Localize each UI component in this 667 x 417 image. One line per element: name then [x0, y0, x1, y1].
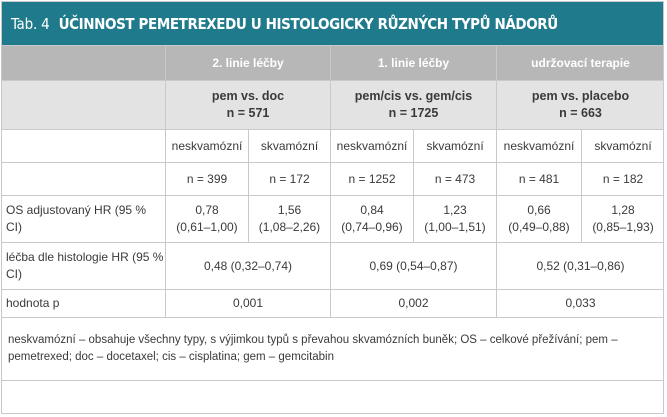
ci-value: (1,08–2,26): [258, 220, 321, 234]
ci-value: (0,85–1,93): [592, 220, 654, 234]
histology-hr-cell: 0,48 (0,32–0,74): [166, 243, 331, 290]
table-frame: [1, 1, 664, 414]
table-footnote: neskvamózní – obsahuje všechny typy, s výjimkou typů s převahou skvamózních buněk; OS – celkové přežívání; pem – pemetrexed; doc – docetaxel; cis – cisplatina; gem – gemcitabin: [2, 318, 665, 381]
comparison-name: pem vs. placebo: [531, 89, 630, 103]
sample-size-empty-cell: [2, 163, 166, 196]
header-empty-cell: [2, 46, 166, 81]
comparison-n: n = 571: [226, 106, 270, 120]
efficacy-table: [1, 45, 664, 381]
hr-value: 0,84: [360, 203, 384, 217]
sample-size-cell: n = 473: [414, 163, 497, 196]
os-hr-row: [2, 196, 665, 243]
comparison-n: n = 663: [559, 106, 602, 120]
comparison-header-row: [2, 81, 665, 130]
subgroup-row: [2, 130, 665, 163]
footnote-row: [2, 318, 665, 381]
table-title: ÚČINNOST PEMETREXEDU U HISTOLOGICKY RŮZNÝCH TYPŮ NÁDORŮ: [58, 14, 558, 33]
histology-hr-row: [2, 243, 665, 290]
ci-value: (0,61–1,00): [176, 220, 238, 234]
os-hr-cell: [414, 196, 497, 243]
subgroup-cell: skvamózní: [249, 130, 331, 163]
histology-hr-cell: 0,52 (0,31–0,86): [497, 243, 665, 290]
histology-hr-cell: 0,69 (0,54–0,87): [331, 243, 497, 290]
subgroup-cell: skvamózní: [582, 130, 665, 163]
subgroup-cell: skvamózní: [414, 130, 497, 163]
row-label: léčba dle histologie HR (95 % CI): [2, 243, 166, 290]
os-hr-cell: [582, 196, 665, 243]
comparison-cell: [166, 81, 331, 130]
header-second-line: 2. linie léčby: [166, 46, 331, 81]
comparison-empty-cell: [2, 81, 166, 130]
p-value-cell: 0,001: [166, 290, 331, 318]
sample-size-cell: n = 172: [249, 163, 331, 196]
p-value-cell: 0,002: [331, 290, 497, 318]
sample-size-cell: n = 1252: [331, 163, 414, 196]
row-label: hodnota p: [2, 290, 166, 318]
comparison-name: pem/cis vs. gem/cis: [354, 89, 473, 103]
table-title-bar: [2, 2, 663, 45]
comparison-name: pem vs. doc: [211, 89, 285, 103]
os-hr-cell: [166, 196, 249, 243]
subgroup-cell: neskvamózní: [166, 130, 249, 163]
subgroup-empty-cell: [2, 130, 166, 163]
p-value-row: [2, 290, 665, 318]
p-value-cell: 0,033: [497, 290, 665, 318]
row-label: OS adjustovaný HR (95 % CI): [2, 196, 166, 243]
table-number: Tab. 4: [11, 14, 50, 33]
sample-size-cell: n = 481: [497, 163, 582, 196]
os-hr-cell: [249, 196, 331, 243]
comparison-cell: [497, 81, 665, 130]
hr-value: 0,78: [195, 203, 219, 217]
hr-value: 1,23: [443, 203, 467, 217]
sample-size-cell: n = 182: [582, 163, 665, 196]
comparison-n: n = 1725: [388, 106, 439, 120]
os-hr-cell: [497, 196, 582, 243]
hr-value: 0,66: [527, 203, 551, 217]
sample-size-row: [2, 163, 665, 196]
os-hr-cell: [331, 196, 414, 243]
subgroup-cell: neskvamózní: [331, 130, 414, 163]
hr-value: 1,56: [277, 203, 302, 217]
ci-value: (0,74–0,96): [341, 220, 403, 234]
ci-value: (1,00–1,51): [424, 220, 486, 234]
sample-size-cell: n = 399: [166, 163, 249, 196]
ci-value: (0,49–0,88): [508, 220, 570, 234]
hr-value: 1,28: [611, 203, 635, 217]
comparison-cell: [331, 81, 497, 130]
subgroup-cell: neskvamózní: [497, 130, 582, 163]
header-first-line: 1. linie léčby: [331, 46, 497, 81]
header-maintenance: udržovací terapie: [497, 46, 665, 81]
treatment-line-header-row: [2, 46, 665, 81]
